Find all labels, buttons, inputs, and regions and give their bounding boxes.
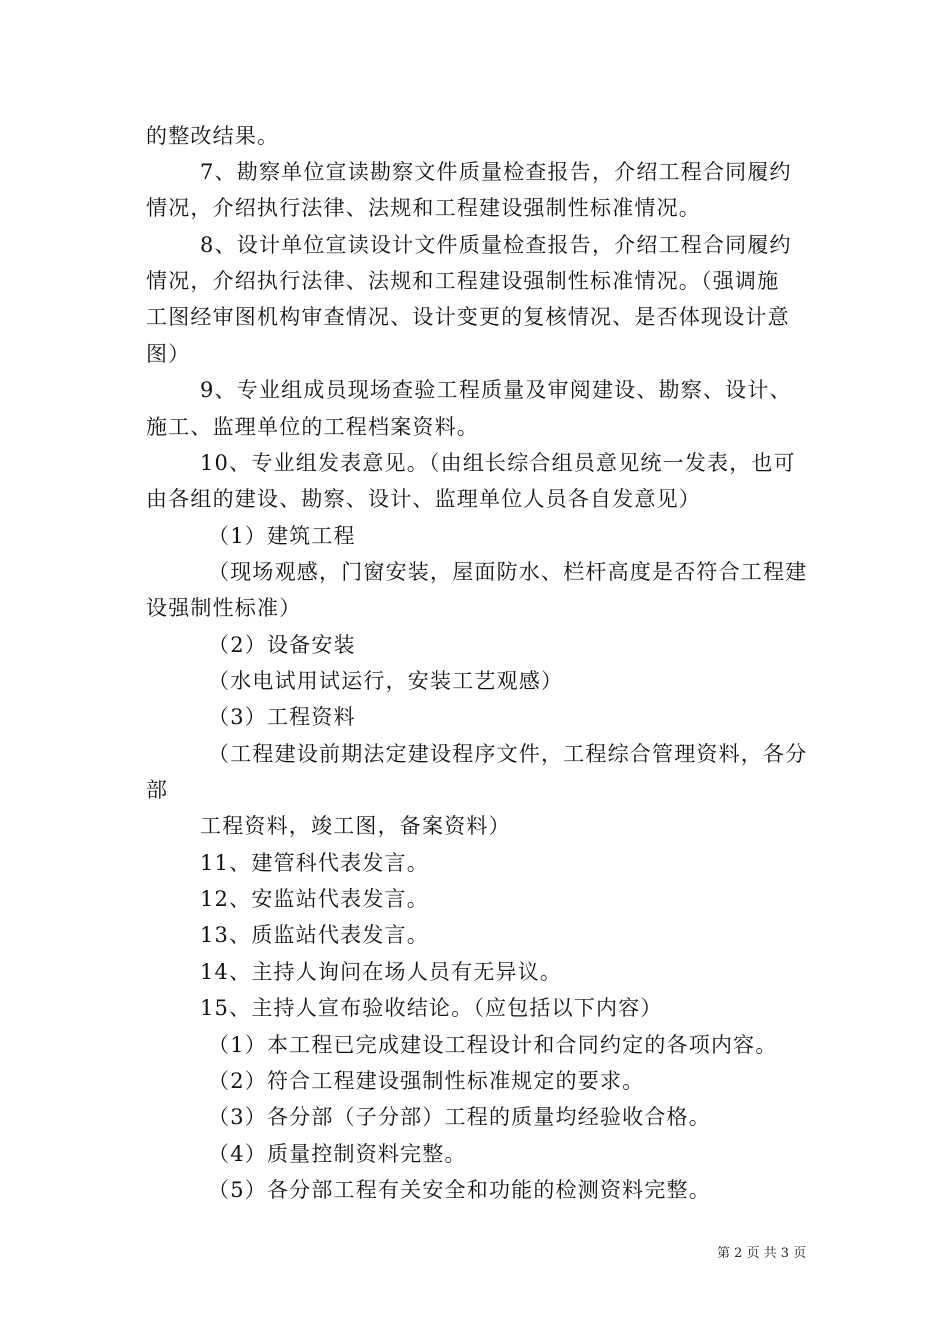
text-line: （5）各分部工程有关安全和功能的检测资料完整。 [208,1178,711,1202]
text-line: 14、主持人询问在场人员有无异议。 [200,960,563,984]
text-line: 7、勘察单位宣读勘察文件质量检查报告，介绍工程合同履约 [200,160,792,184]
text-line: 11、建管科代表发言。 [200,851,429,875]
text-line: 9、专业组成员现场查验工程质量及审阅建设、勘察、设计、 [200,378,792,402]
text-line: 13、质监站代表发言。 [200,923,429,947]
text-line: 工程资料，竣工图，备案资料） [200,814,511,838]
text-line: 设强制性标准） [146,596,302,620]
text-line: （工程建设前期法定建设程序文件，工程综合管理资料，各分 [208,742,808,766]
text-line: 情况，介绍执行法律、法规和工程建设强制性标准情况。 [146,196,701,220]
text-line: 图） [146,342,191,366]
text-line: 8、设计单位宣读设计文件质量检查报告，介绍工程合同履约 [200,233,792,257]
text-line: 12、安监站代表发言。 [200,887,429,911]
text-line: 的整改结果。 [146,124,280,148]
text-line: （3）工程资料 [208,705,356,729]
text-line: （4）质量控制资料完整。 [208,1142,467,1166]
text-line: （3）各分部（子分部）工程的质量均经验收合格。 [208,1105,711,1129]
text-line: 施工、监理单位的工程档案资料。 [146,415,479,439]
text-line: （2）符合工程建设强制性标准规定的要求。 [208,1069,645,1093]
text-line: 由各组的建设、勘察、设计、监理单位人员各自发意见） [146,487,701,511]
text-line: 15、主持人宣布验收结论。（应包括以下内容） [200,996,663,1020]
text-line: （2）设备安装 [208,633,356,657]
text-line: 工图经审图机构审查情况、设计变更的复核情况、是否体现设计意 [146,305,790,329]
page-number: 第 2 页 共 3 页 [717,1246,807,1261]
text-line: 情况，介绍执行法律、法规和工程建设强制性标准情况。（强调施 [146,269,780,293]
text-line: （1）本工程已完成建设工程设计和合同约定的各项内容。 [208,1033,778,1057]
text-line: （现场观感，门窗安装，屋面防水、栏杆高度是否符合工程建 [208,560,808,584]
text-line: 10、专业组发表意见。（由组长综合组员意见统一发表，也可 [200,451,796,475]
text-line: （1）建筑工程 [208,524,356,548]
text-line: （水电试用试运行，安装工艺观感） [208,669,564,693]
text-line: 部 [146,778,169,802]
